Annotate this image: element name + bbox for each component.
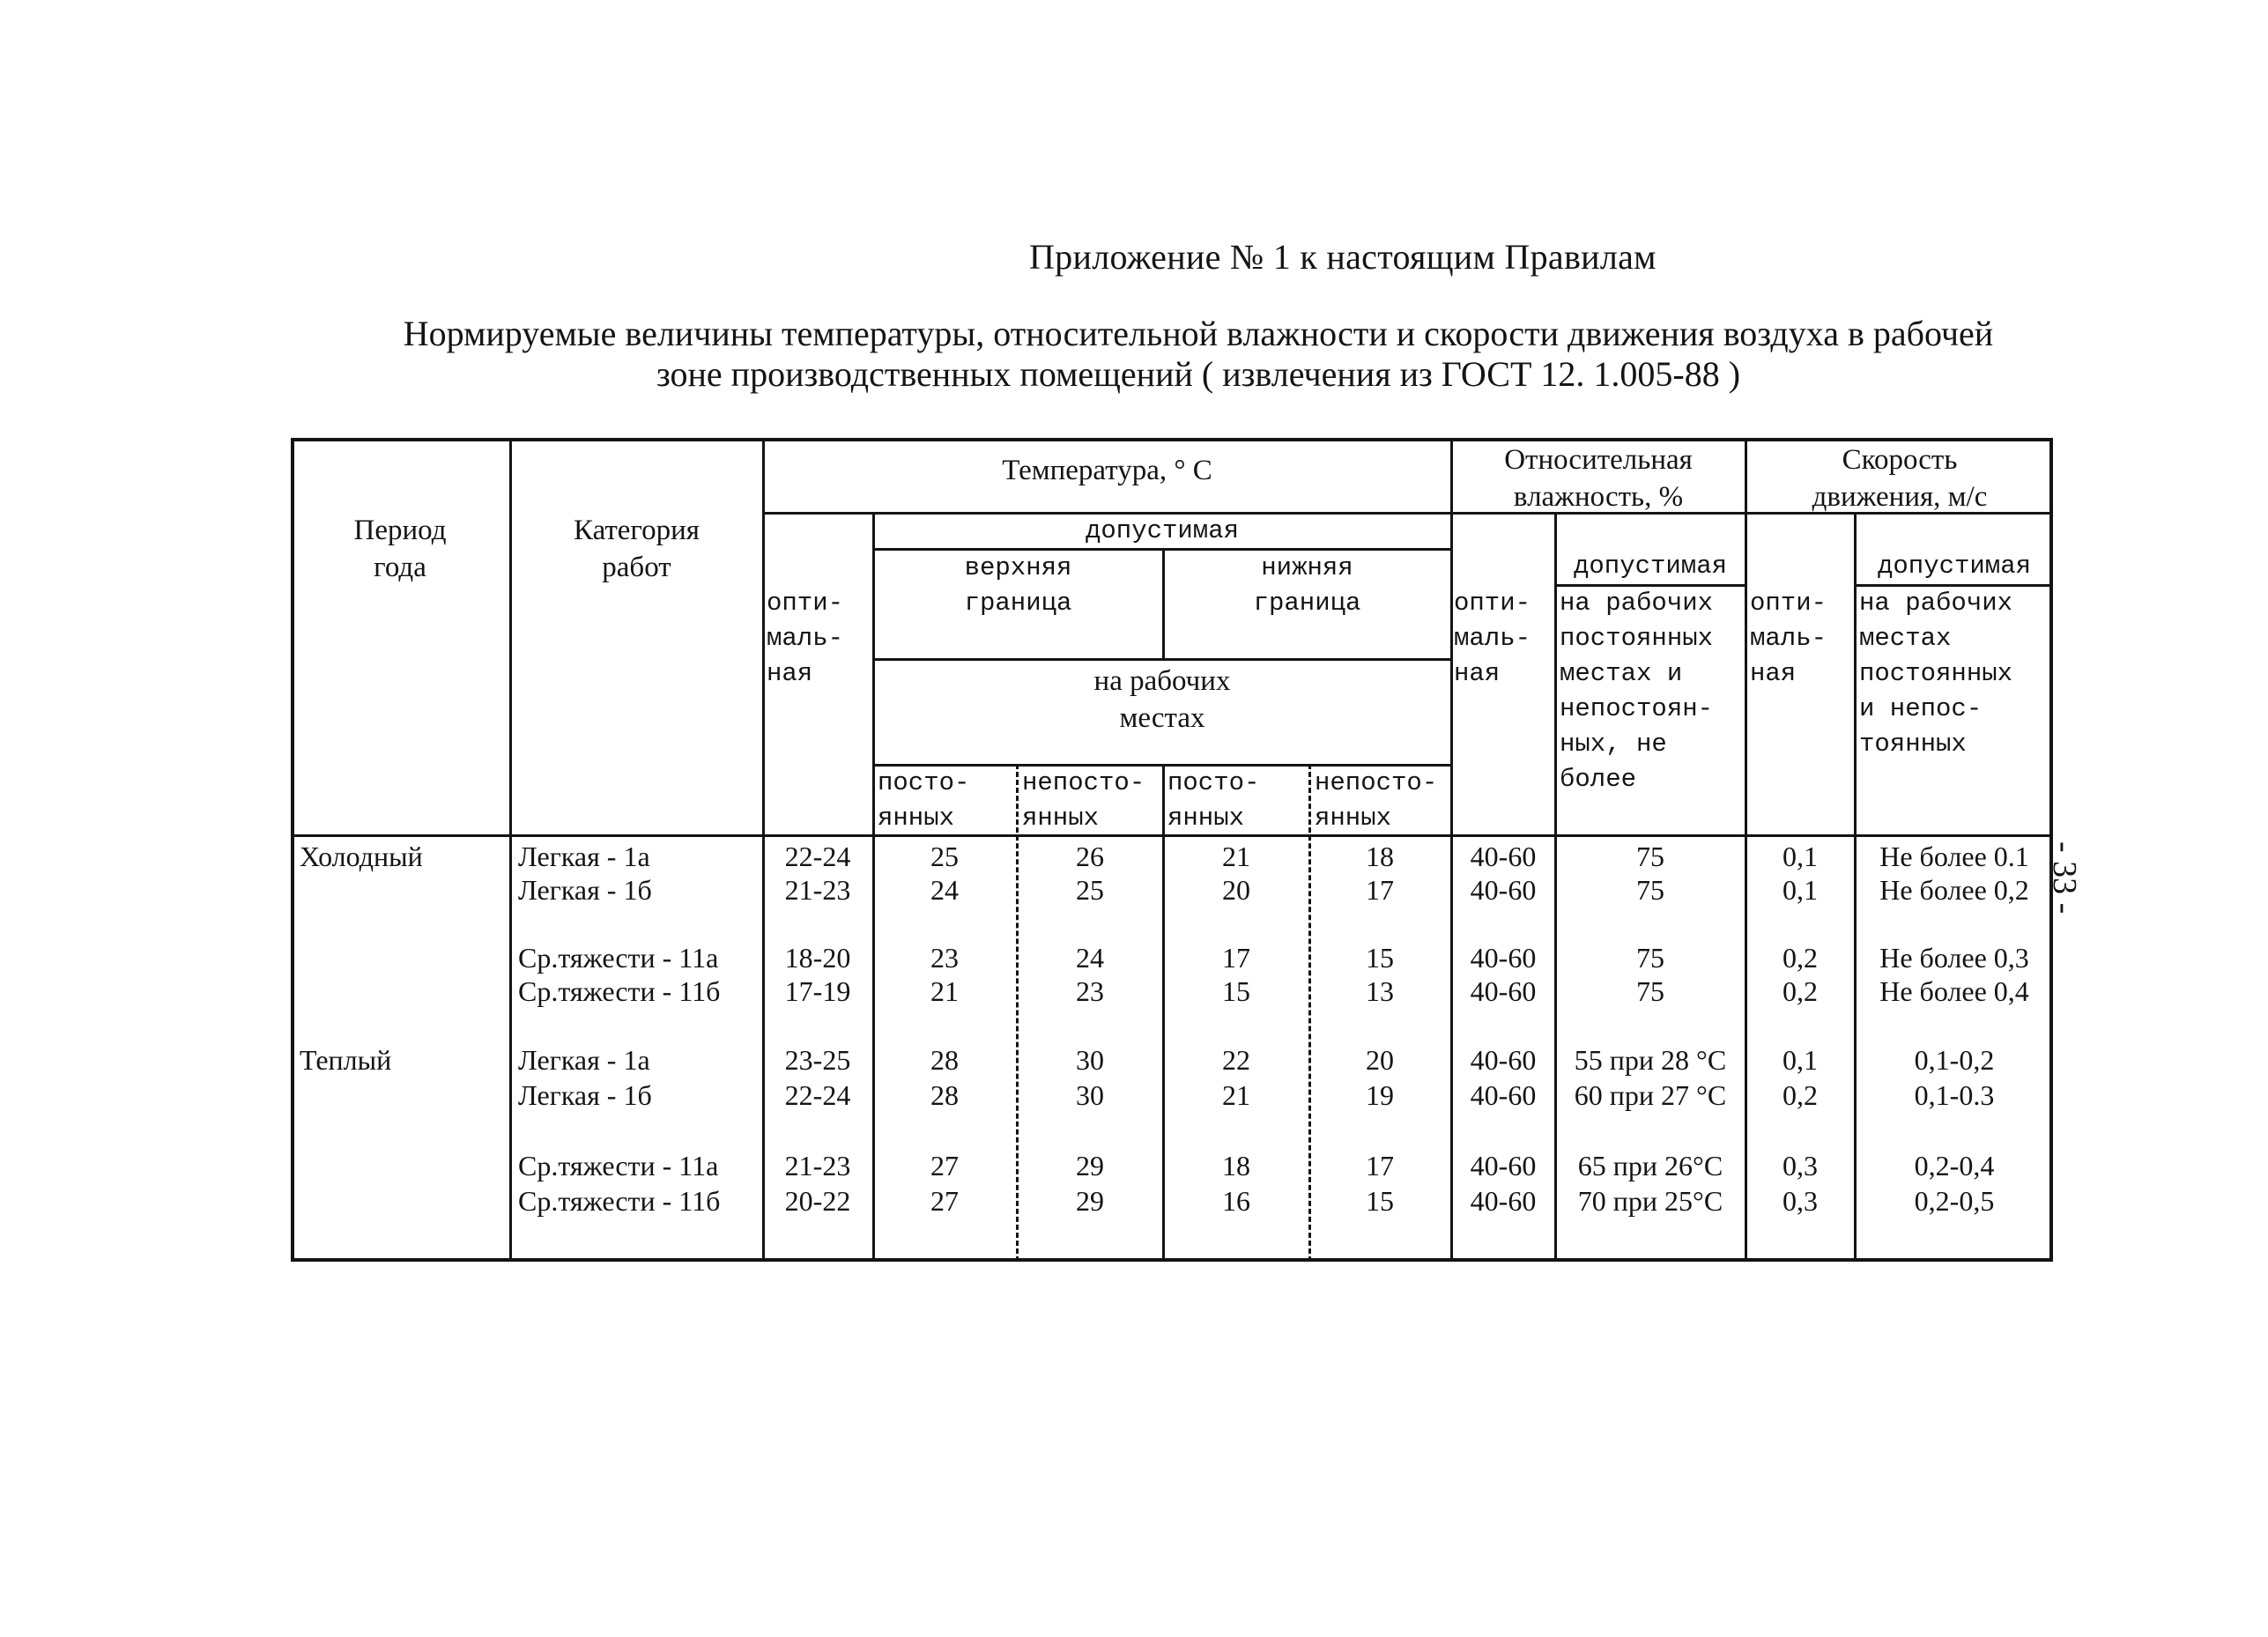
cell-low-n-row-3: 15 — [1366, 942, 1394, 974]
cell-opt-row-4: 17-19 — [784, 975, 851, 1007]
cell-hum-opt-row-6: 40-60 — [1470, 1079, 1537, 1111]
cell-spd-allow-row-2: Не более 0,2 — [1879, 874, 2029, 906]
header-hum-allowable: допустимая — [1573, 552, 1728, 581]
cell-category-row-8: Ср.тяжести - 11б — [518, 1185, 721, 1217]
cell-spd-allow-row-7: 0,2-0,4 — [1914, 1150, 1995, 1181]
cell-category-row-7: Ср.тяжести - 11а — [518, 1150, 719, 1181]
header-humidity: Относительная влажность, % — [1504, 444, 1693, 513]
cell-up-p-row-7: 27 — [930, 1150, 959, 1181]
cell-spd-opt-row-5: 0,1 — [1783, 1044, 1818, 1076]
cell-category-row-5: Легкая - 1а — [518, 1044, 650, 1076]
cell-spd-opt-row-1: 0,1 — [1783, 841, 1818, 872]
cell-hum-allow-row-3: 75 — [1636, 942, 1664, 974]
cell-low-p-row-3: 17 — [1222, 942, 1250, 974]
cell-low-p-row-2: 20 — [1222, 874, 1250, 906]
cell-category-row-1: Легкая - 1а — [518, 841, 650, 872]
cell-up-n-row-5: 30 — [1076, 1044, 1104, 1076]
cell-category-row-6: Легкая - 1б — [518, 1079, 652, 1111]
header-speed-note: на рабочих местах постоянных и непос- тоянных — [1859, 589, 2013, 759]
cell-category-row-2: Легкая - 1б — [518, 874, 652, 906]
cell-opt-row-2: 21-23 — [784, 874, 851, 906]
cell-up-n-row-4: 23 — [1076, 975, 1104, 1007]
cell-hum-opt-row-8: 40-60 — [1470, 1185, 1537, 1217]
cell-hum-allow-row-4: 75 — [1636, 975, 1664, 1007]
cell-hum-opt-row-7: 40-60 — [1470, 1150, 1537, 1181]
cell-up-n-row-6: 30 — [1076, 1079, 1104, 1111]
cell-spd-allow-row-1: Не более 0.1 — [1879, 841, 2029, 872]
cell-up-p-row-3: 23 — [930, 942, 959, 974]
cell-up-n-row-7: 29 — [1076, 1150, 1104, 1181]
cell-period-row-1: Холодный — [300, 841, 423, 872]
cell-hum-opt-row-1: 40-60 — [1470, 841, 1537, 872]
cell-hum-allow-row-7: 65 при 26°С — [1577, 1150, 1723, 1181]
document-heading — [291, 314, 2106, 395]
cell-low-p-row-7: 18 — [1222, 1150, 1250, 1181]
cell-low-n-row-7: 17 — [1366, 1150, 1394, 1181]
cell-hum-allow-row-1: 75 — [1636, 841, 1664, 872]
cell-spd-allow-row-4: Не более 0,4 — [1879, 975, 2029, 1007]
header-category: Категория работ — [574, 515, 700, 583]
hline-boundaries — [872, 658, 1450, 661]
heading-line-2: зоне производственных помещений ( извлечения из ГОСТ 12. 1.005-88 ) — [656, 354, 1741, 394]
cell-low-n-row-1: 18 — [1366, 841, 1394, 872]
cell-low-n-row-5: 20 — [1366, 1044, 1394, 1076]
header-temp-optimal: опти- маль- ная — [767, 589, 844, 688]
cell-opt-row-3: 18-20 — [784, 942, 851, 974]
cell-up-p-row-1: 25 — [930, 841, 959, 872]
cell-low-p-row-8: 16 — [1222, 1185, 1250, 1217]
cell-up-p-row-5: 28 — [930, 1044, 959, 1076]
cell-opt-row-1: 22-24 — [784, 841, 851, 872]
cell-opt-row-7: 21-23 — [784, 1150, 851, 1181]
cell-low-n-row-6: 19 — [1366, 1079, 1394, 1111]
cell-low-n-row-2: 17 — [1366, 874, 1394, 906]
header-speed-allowable: допустимая — [1877, 552, 2032, 581]
header-hum-optimal: опти- маль- ная — [1454, 589, 1531, 688]
header-upper-boundary: верхняя граница — [964, 553, 1072, 618]
header-temperature: Температура, ° С — [1002, 455, 1212, 486]
header-upper-nonpermanent: непосто- янных — [1022, 768, 1145, 833]
header-lower-nonpermanent: непосто- янных — [1315, 768, 1438, 833]
cell-spd-allow-row-8: 0,2-0,5 — [1914, 1185, 1995, 1217]
cell-low-p-row-4: 15 — [1222, 975, 1250, 1007]
header-lower-permanent: посто- янных — [1167, 768, 1260, 833]
cell-spd-opt-row-8: 0,3 — [1783, 1185, 1818, 1217]
cell-spd-opt-row-6: 0,2 — [1783, 1079, 1818, 1111]
cell-up-p-row-4: 21 — [930, 975, 959, 1007]
header-allowable: допустимая — [1085, 516, 1240, 545]
cell-spd-opt-row-2: 0,1 — [1783, 874, 1818, 906]
cell-spd-opt-row-3: 0,2 — [1783, 942, 1818, 974]
cell-hum-opt-row-2: 40-60 — [1470, 874, 1537, 906]
cell-up-p-row-2: 24 — [930, 874, 959, 906]
cell-opt-row-5: 23-25 — [784, 1044, 851, 1076]
heading-line-1: Нормируемые величины температуры, относительной влажности и скорости движения воздуха в рабочей — [403, 314, 1994, 353]
header-speed: Скорость движения, м/с — [1812, 444, 1988, 513]
cell-spd-allow-row-6: 0,1-0.3 — [1914, 1079, 1995, 1111]
cell-spd-allow-row-3: Не более 0,3 — [1879, 942, 2029, 974]
cell-low-p-row-1: 21 — [1222, 841, 1250, 872]
cell-low-n-row-8: 15 — [1366, 1185, 1394, 1217]
header-period: Период года — [353, 515, 447, 583]
header-at-workplaces: на рабочих местах — [1093, 665, 1231, 734]
cell-hum-allow-row-5: 55 при 28 °С — [1574, 1044, 1727, 1076]
cell-up-p-row-6: 28 — [930, 1079, 959, 1111]
cell-hum-allow-row-6: 60 при 27 °С — [1574, 1079, 1727, 1111]
header-hum-note: на рабочих постоянных местах и непостоян- ных, не более — [1560, 589, 1714, 794]
cell-spd-opt-row-4: 0,2 — [1783, 975, 1818, 1007]
cell-category-row-4: Ср.тяжести - 11б — [518, 975, 721, 1007]
header-lower-boundary: нижняя граница — [1253, 553, 1361, 618]
page-number: - 33 - — [2046, 841, 2083, 915]
appendix-label: Приложение № 1 к настоящим Правилам — [1029, 237, 1657, 277]
cell-category-row-3: Ср.тяжести - 11а — [518, 942, 719, 974]
cell-up-p-row-8: 27 — [930, 1185, 959, 1217]
cell-low-p-row-5: 22 — [1222, 1044, 1250, 1076]
cell-up-n-row-8: 29 — [1076, 1185, 1104, 1217]
header-speed-optimal: опти- маль- ная — [1750, 589, 1827, 688]
cell-hum-opt-row-5: 40-60 — [1470, 1044, 1537, 1076]
cell-opt-row-6: 22-24 — [784, 1079, 851, 1111]
cell-spd-allow-row-5: 0,1-0,2 — [1914, 1044, 1995, 1076]
cell-spd-opt-row-7: 0,3 — [1783, 1150, 1818, 1181]
cell-up-n-row-2: 25 — [1076, 874, 1104, 906]
cell-up-n-row-3: 24 — [1076, 942, 1104, 974]
cell-hum-allow-row-2: 75 — [1636, 874, 1664, 906]
cell-hum-allow-row-8: 70 при 25°С — [1577, 1185, 1723, 1217]
cell-hum-opt-row-3: 40-60 — [1470, 942, 1537, 974]
cell-period-row-5: Теплый — [300, 1044, 392, 1076]
cell-up-n-row-1: 26 — [1076, 841, 1104, 872]
cell-low-p-row-6: 21 — [1222, 1079, 1250, 1111]
norms-table — [291, 438, 2053, 1262]
header-upper-permanent: посто- янных — [878, 768, 970, 833]
cell-low-n-row-4: 13 — [1366, 975, 1394, 1007]
cell-hum-opt-row-4: 40-60 — [1470, 975, 1537, 1007]
cell-opt-row-8: 20-22 — [784, 1185, 851, 1217]
